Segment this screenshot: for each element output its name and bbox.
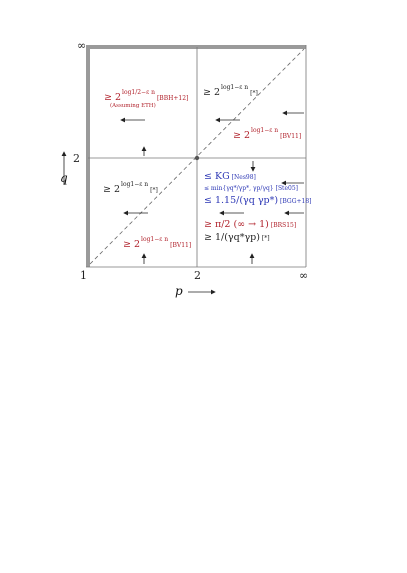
top-right-bound-2: ≥ $2^{log1-\varepsilon n}[BV11]$: [233, 127, 302, 141]
bottom-right-line-2: ≤ min{γq*/γp*, γp/γq} [Ste05]: [204, 185, 298, 192]
x-tick-2: 2: [194, 269, 201, 282]
bottom-left-bound-2: ≥ $2^{log1-\varepsilon n}[BV11]$: [123, 236, 192, 250]
left-border: [86, 45, 90, 267]
bottom-right-line-5: ≥ 1/(γq*γp) [*]: [204, 232, 270, 243]
bottom-right-line-4: ≥ π/2 (∞ → 1) [BRS15]: [204, 219, 297, 230]
bottom-right-line-1: ≤ KG [Nes98]: [204, 171, 256, 182]
bottom-left-bound-1: ≥ $2^{log1-\varepsilon n}[*]$: [103, 181, 158, 195]
top-left-note: (Assuming ETH): [110, 103, 156, 109]
x-tick-infinity: ∞: [299, 269, 309, 282]
y-axis-label: q: [60, 171, 68, 185]
y-tick-2: 2: [73, 152, 80, 165]
center-point: [195, 156, 199, 160]
top-right-bound-1: ≥ $2^{log1-\varepsilon n}[*]$: [203, 84, 258, 98]
x-tick-1: 1: [80, 269, 87, 282]
top-left-bound: ≥ $2^{log1/2-\varepsilon n}[BBH+12]$: [104, 89, 189, 103]
top-border: [86, 45, 306, 49]
bottom-right-line-3: ≤ 1.15/(γq γp*) [BGG+18]: [204, 195, 312, 206]
x-axis-label: p: [175, 284, 183, 298]
y-tick-infinity: ∞: [77, 39, 87, 52]
